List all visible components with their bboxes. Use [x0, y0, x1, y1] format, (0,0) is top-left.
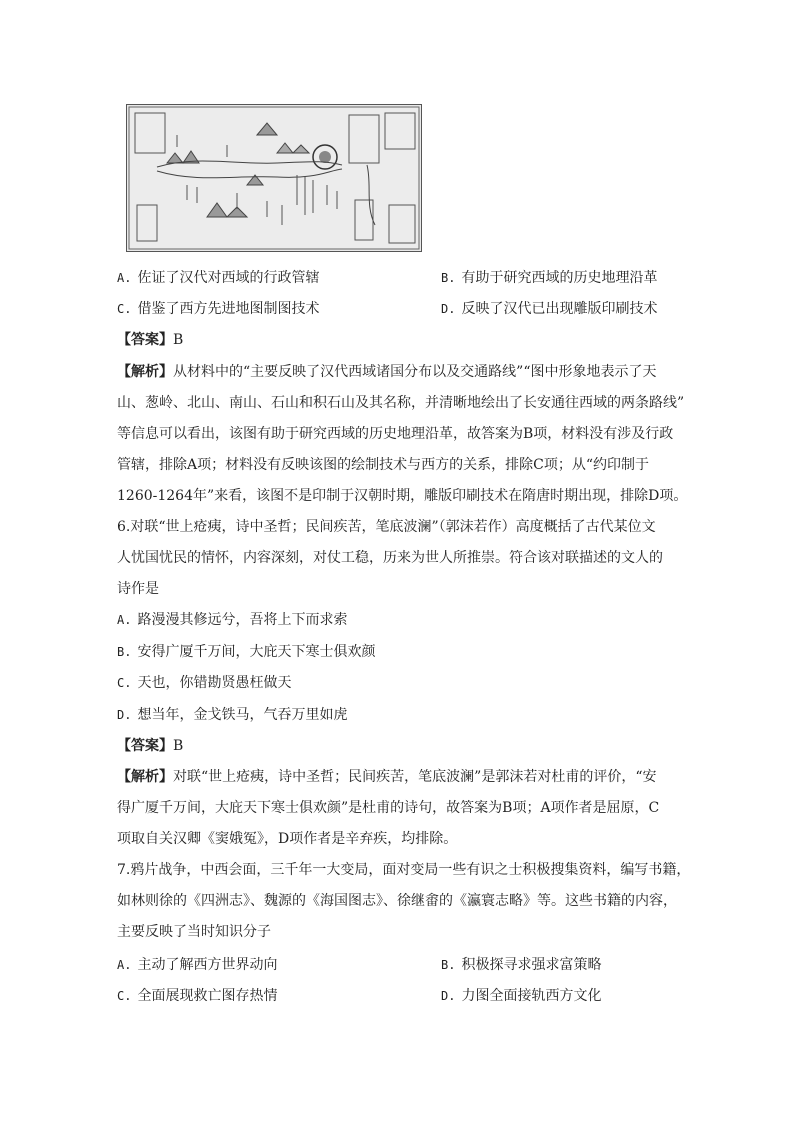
q6-option-c[interactable]	[117, 673, 291, 693]
q7-stem-line: 7.鸦片战争，中西会面，三千年一大变局，面对变局一些有识之士积极搜集资料，编写书籍，	[117, 862, 691, 878]
option-text: 有助于研究西域的历史地理沿革	[461, 270, 658, 286]
q7-option-c[interactable]	[117, 986, 277, 1006]
q6-analysis-line: 项取自关汉卿《窦娥冤》，D项作者是辛弃疾，均排除。	[117, 831, 458, 847]
option-label: C.	[117, 302, 132, 316]
option-text: 想当年，金戈铁马，气吞万里如虎	[137, 707, 348, 723]
option-label: C.	[117, 989, 132, 1003]
q6-option-b[interactable]	[117, 642, 375, 662]
western-regions-map-image	[126, 104, 422, 252]
q5-analysis-line: 【解析】从材料中的“主要反映了汉代西域诸国分布以及交通路线”“图中形象地表示了天	[117, 364, 657, 380]
q6-option-d[interactable]	[117, 705, 347, 725]
option-text: 反映了汉代已出现雕版印刷技术	[461, 301, 658, 317]
option-text: 主动了解西方世界动向	[137, 957, 278, 973]
option-label: D.	[441, 989, 456, 1003]
option-text: 佐证了汉代对西域的行政管辖	[137, 270, 320, 286]
analysis-tag: 【解析】	[117, 769, 173, 785]
q5-option-b[interactable]	[441, 268, 657, 288]
answer-value: B	[173, 332, 184, 348]
q7-stem-line: 如林则徐的《四洲志》、魏源的《海国图志》、徐继畬的《瀛寰志略》等。这些书籍的内容，	[117, 893, 677, 909]
q5-analysis-line: 1260-1264年”来看，该图不是印制于汉朝时期，雕版印刷技术在隋唐时期出现，排除D项。	[117, 488, 688, 504]
q7-option-d[interactable]	[441, 986, 601, 1006]
option-text: 积极探寻求强求富策略	[461, 957, 602, 973]
q6-analysis-line: 【解析】对联“世上疮痍，诗中圣哲；民间疾苦，笔底波澜”是郭沫若对杜甫的评价，“安	[117, 769, 657, 785]
q7-option-a[interactable]	[117, 955, 277, 975]
q6-stem-line: 人忧国忧民的情怀，内容深刻，对仗工稳，历来为世人所推崇。符合该对联描述的文人的	[117, 550, 663, 566]
option-text: 全面展现救亡图存热情	[137, 988, 278, 1004]
option-label: A.	[117, 958, 132, 972]
option-text: 借鉴了西方先进地图制图技术	[137, 301, 320, 317]
q7-option-b[interactable]	[441, 955, 601, 975]
option-label: D.	[441, 302, 456, 316]
answer-tag: 【答案】	[117, 332, 173, 348]
q6-option-a[interactable]	[117, 610, 347, 630]
q7-stem-line: 主要反映了当时知识分子	[117, 924, 271, 940]
q5-analysis-line: 等信息可以看出，该图有助于研究西域的历史地理沿革，故答案为B项，材料没有涉及行政	[117, 426, 674, 442]
analysis-tag: 【解析】	[117, 364, 173, 380]
option-label: B.	[117, 645, 132, 659]
option-text: 路漫漫其修远兮，吾将上下而求索	[137, 612, 348, 628]
q5-option-d[interactable]	[441, 299, 657, 319]
option-label: B.	[441, 271, 456, 285]
q6-stem-line: 诗作是	[117, 581, 159, 597]
q5-analysis-line: 管辖，排除A项；材料没有反映该图的绘制技术与西方的关系，排除C项；从“约印制于	[117, 457, 649, 473]
option-text: 力图全面接轨西方文化	[461, 988, 602, 1004]
option-label: A.	[117, 613, 132, 627]
option-text: 天也，你错勘贤愚枉做天	[137, 675, 292, 691]
answer-value: B	[173, 738, 184, 754]
option-label: C.	[117, 676, 132, 690]
option-label: A.	[117, 271, 132, 285]
map-illustration-icon	[127, 105, 421, 251]
q6-answer	[117, 736, 183, 756]
q5-option-c[interactable]	[117, 299, 319, 319]
q5-option-a[interactable]	[117, 268, 319, 288]
answer-tag: 【答案】	[117, 738, 173, 754]
option-label: B.	[441, 958, 456, 972]
q5-analysis-line: 山、葱岭、北山、南山、石山和积石山及其名称，并清晰地绘出了长安通往西域的两条路线”	[117, 395, 685, 411]
option-text: 安得广厦千万间，大庇天下寒士俱欢颜	[137, 644, 376, 660]
q6-stem-line: 6.对联“世上疮痍，诗中圣哲；民间疾苦，笔底波澜”（郭沫若作）高度概括了古代某位文	[117, 519, 656, 535]
q5-answer	[117, 330, 183, 350]
q6-analysis-line: 得广厦千万间，大庇天下寒士俱欢颜”是杜甫的诗句，故答案为B项；A项作者是屈原，C	[117, 800, 660, 816]
option-label: D.	[117, 708, 132, 722]
